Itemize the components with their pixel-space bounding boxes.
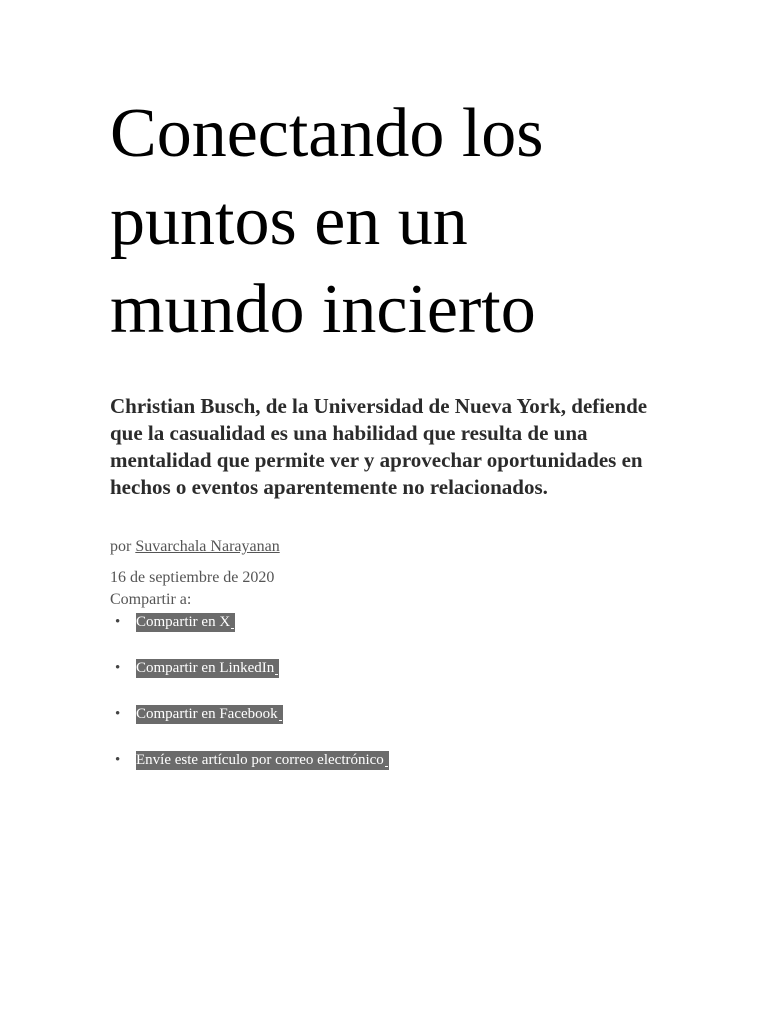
byline-prefix: por xyxy=(110,538,132,555)
share-on-linkedin-link[interactable]: Compartir en LinkedIn xyxy=(136,659,279,678)
publish-date: 16 de septiembre de 2020 xyxy=(110,569,275,586)
share-on-facebook-link[interactable]: Compartir en Facebook xyxy=(136,705,283,724)
article-deck: Christian Busch, de la Universidad de Nueva York, defiende que la casualidad es una habilidad que resulta de una mentalidad que permite ver y aprovechar oportunidades en hechos o eventos aparentemente no relacionados. xyxy=(110,394,648,499)
byline xyxy=(110,537,280,557)
share-by-email-link[interactable]: Envíe este artículo por correo electrónico xyxy=(136,751,389,770)
share-item-x xyxy=(115,612,389,658)
author-link[interactable]: Suvarchala Narayanan xyxy=(135,538,280,555)
share-on-x-link[interactable]: Compartir en X xyxy=(136,613,235,632)
share-item-email xyxy=(115,750,389,796)
share-label: Compartir a: xyxy=(110,591,192,608)
bullet-icon: • xyxy=(115,614,121,630)
bullet-icon: • xyxy=(115,706,121,722)
share-list xyxy=(115,612,389,796)
bullet-icon: • xyxy=(115,752,121,768)
share-item-facebook xyxy=(115,704,389,750)
bullet-icon: • xyxy=(115,660,121,676)
article-title: Conectando los puntos en un mundo incierto xyxy=(110,95,544,348)
share-item-linkedin xyxy=(115,658,389,704)
